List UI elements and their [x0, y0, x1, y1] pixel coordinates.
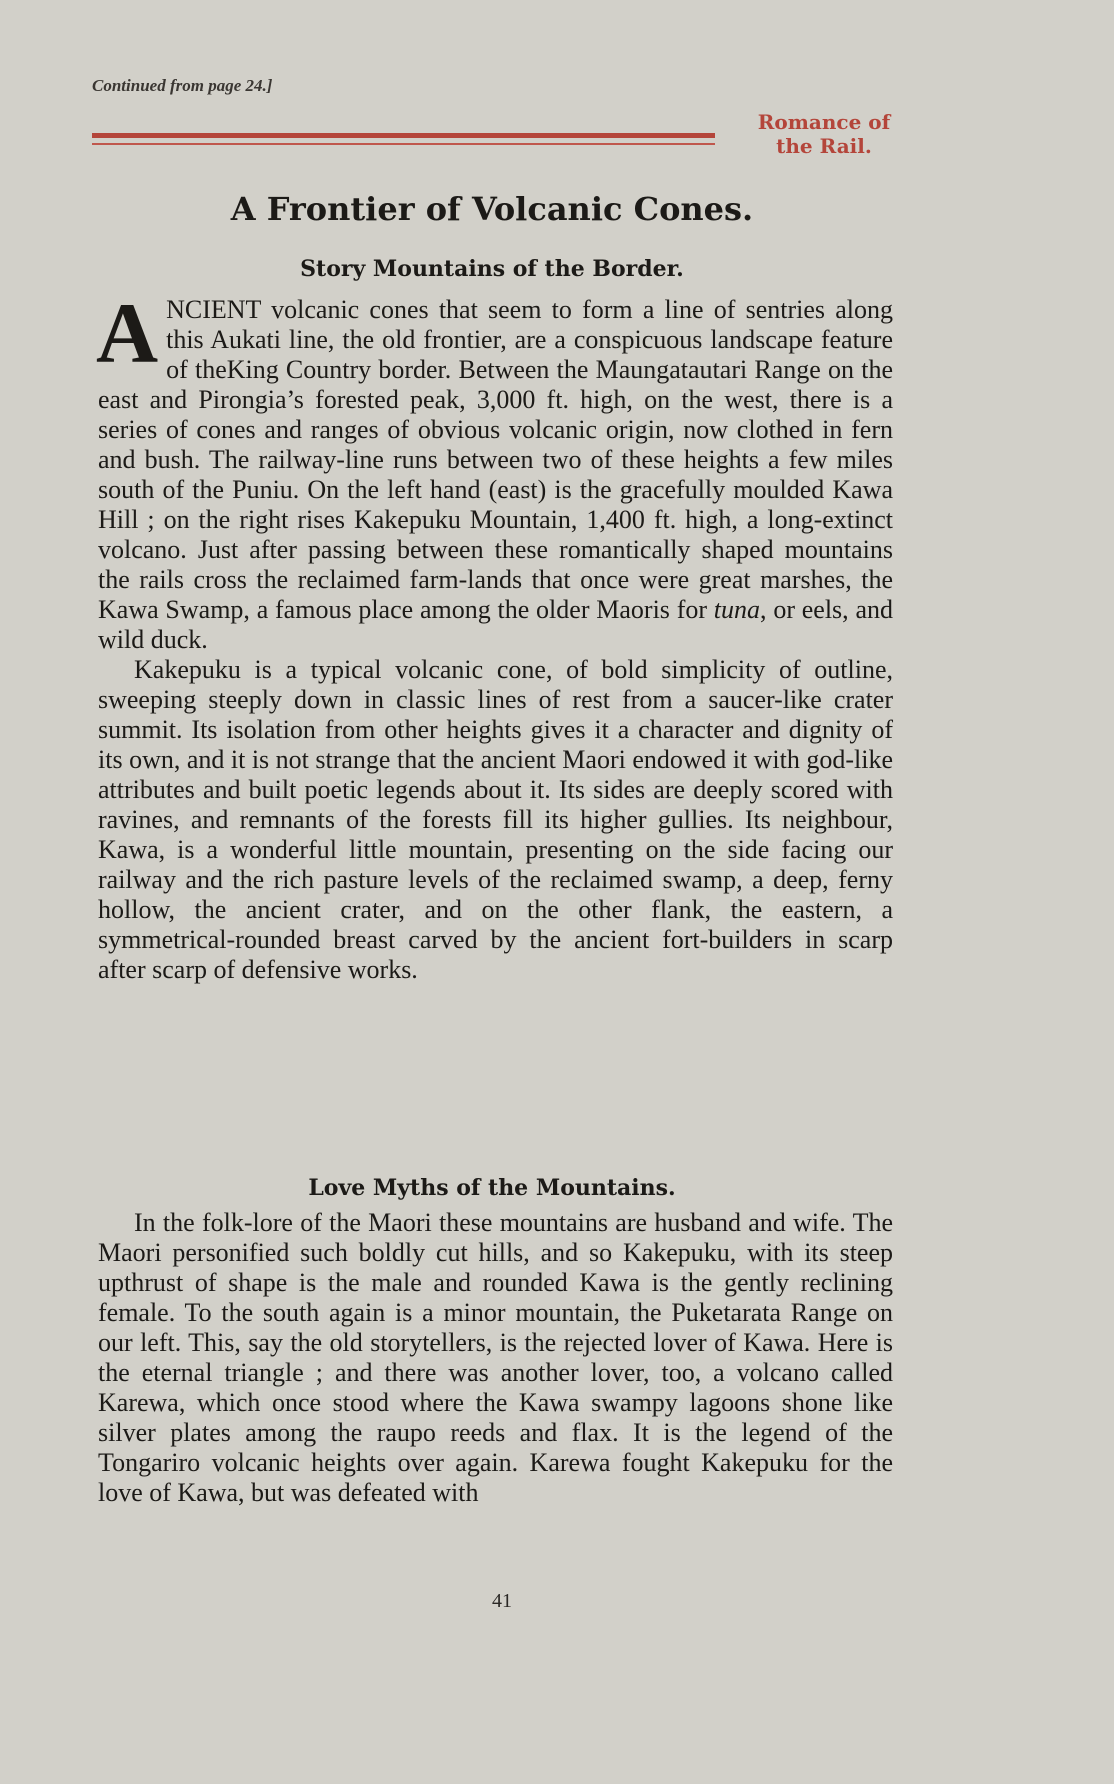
- section-label-line1: Romance of: [757, 110, 891, 134]
- section-heading-love-myths: Love Myths of the Mountains.: [308, 1175, 676, 1201]
- page-number: 41: [492, 1590, 512, 1612]
- article-subtitle: Story Mountains of the Border.: [300, 256, 684, 282]
- section-label-line2: the Rail.: [776, 134, 872, 158]
- header-rule: [92, 133, 715, 145]
- paragraph-1-italic: tuna: [713, 595, 761, 624]
- paragraph-1: [96, 285, 893, 655]
- section-label: [744, 110, 904, 158]
- article-body-part1: [96, 285, 894, 985]
- article-body-part2: [98, 1208, 893, 1508]
- paragraph-1-end: , or eels, and wild duck.: [98, 595, 893, 654]
- header-rule-thin: [92, 143, 715, 145]
- paragraph-1-text: NCIENT volcanic cones that seem to form a line of sentries along this Aukati line, the old frontier, are a conspicuous landscape feature of theKing Country border. Between the Maungatautari Range on the east and Pirongia’s forested peak, 3,000 ft. high, on the west, there is a series of cones and ranges of obvious volcanic origin, now clothed in fern and bush. The railway-line runs between two of these heights a few miles south of the Puniu. On the left hand (east) is the gracefully moulded Kawa Hill ; on the right rises Kakepuku Mountain, 1,400 ft. high, a long-extinct volcano. Just after passing between these romantically shaped mountains the rails cross the reclaimed farm-lands that once were great marshes, the Kawa Swamp, a famous place among the older Maoris for: [98, 295, 893, 624]
- drop-cap: A: [96, 285, 159, 381]
- continued-note: Continued from page 24.]: [92, 76, 273, 95]
- paragraph-2: Kakepuku is a typical volcanic cone, of bold simplicity of outline, sweeping steeply down in classic lines of rest from a saucer-like crater summit. Its isolation from other heights gives it a character and dignity of its own, and it is not strange that the ancient Maori endowed it with god-like attributes and built poetic legends about it. Its sides are deeply scored with ravines, and remnants of the forests fill its higher gullies. Its neighbour, Kawa, is a wonderful little mountain, presenting on the side facing our railway and the rich pasture levels of the reclaimed swamp, a deep, ferny hollow, the ancient crater, and on the other flank, the eastern, a symmetrical-rounded breast carved by the ancient fort-builders in scarp after scarp of defensive works.: [98, 655, 894, 984]
- header-rule-thick: [92, 133, 715, 138]
- paragraph-3: In the folk-lore of the Maori these mountains are husband and wife. The Maori personified such boldly cut hills, and so Kakepuku, with its steep upthrust of shape is the male and rounded Kawa is the gently reclining female. To the south again is a minor mountain, the Puketarata Range on our left. This, say the old storytellers, is the rejected lover of Kawa. Here is the eternal triangle ; and there was another lover, too, a volcano called Karewa, which once stood where the Kawa swampy lagoons shone like silver plates among the raupo reeds and flax. It is the legend of the Tongariro volcanic heights over again. Karewa fought Kakepuku for the love of Kawa, but was defeated with: [98, 1208, 893, 1507]
- article-title: A Frontier of Volcanic Cones.: [230, 190, 754, 228]
